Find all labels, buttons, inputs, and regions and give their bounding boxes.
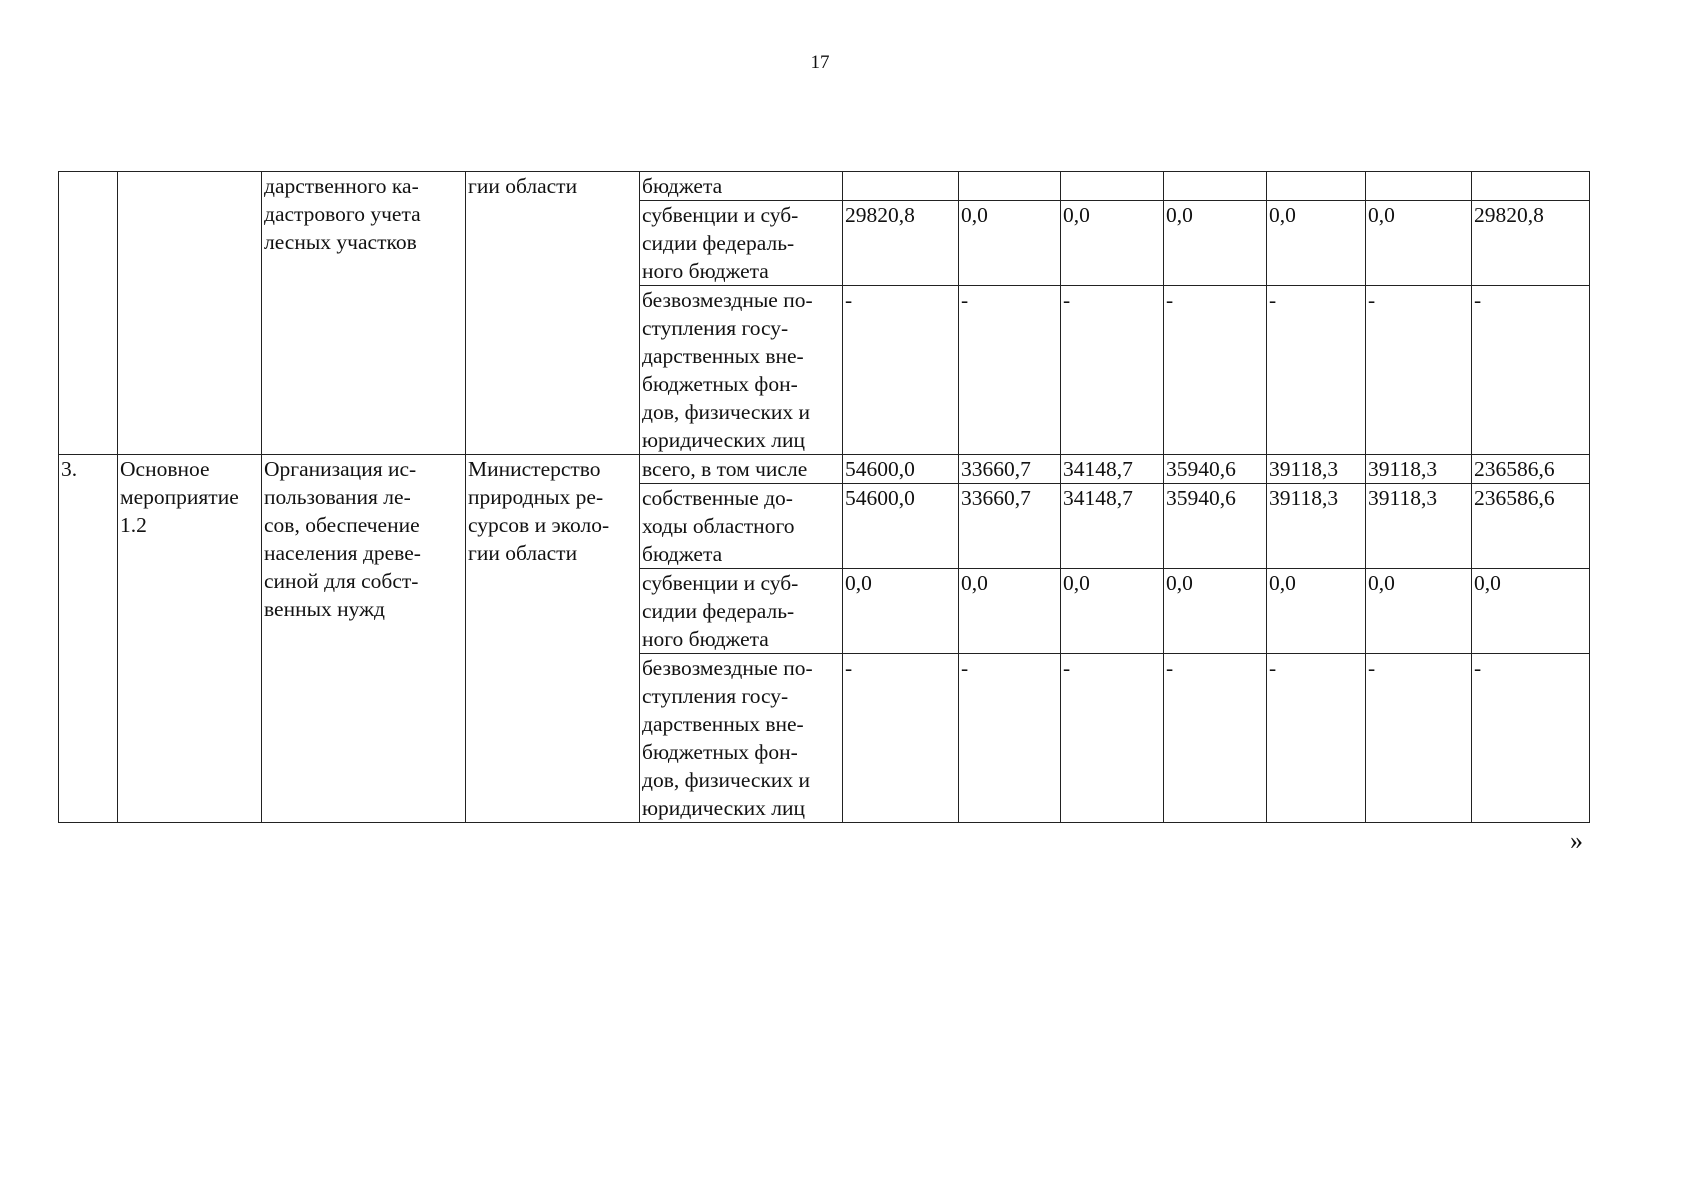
value-cell: - [959,654,1061,823]
event-type-cell-line: 1.2 [120,513,147,537]
funding-source-cell-line: субвенции и суб- [642,203,799,227]
event-name-cell [262,455,466,823]
value-cell: 34148,7 [1061,484,1164,569]
event-name-cell-line: сов, обеспечение [264,513,420,537]
funding-source-cell-line: ного бюджета [642,627,769,651]
value-cell: 0,0 [1267,201,1366,286]
executor-cell-line: природных ре- [468,485,604,509]
event-type-cell-line: мероприятие [120,485,239,509]
value-cell: 0,0 [1366,569,1472,654]
funding-source-cell-line: ходы областного [642,514,795,538]
value-cell: 39118,3 [1366,455,1472,484]
executor-cell [466,172,640,455]
value-cell: 39118,3 [1366,484,1472,569]
value-cell: - [843,654,959,823]
funding-source-cell-line: юридических лиц [642,796,806,820]
value-cell: - [1267,654,1366,823]
value-cell: - [1164,654,1267,823]
value-cell: 0,0 [959,201,1061,286]
funding-source-cell-line: дов, физических и [642,400,811,424]
value-cell: 0,0 [1164,201,1267,286]
page-number: 17 [810,52,830,73]
value-cell [1472,172,1590,201]
executor-cell-line: Министерство [468,457,601,481]
event-name-cell [262,172,466,455]
value-cell: 0,0 [1061,569,1164,654]
budget-table [58,171,1590,823]
value-cell: 236586,6 [1472,455,1590,484]
funding-source-cell-line: безвозмездные по- [642,288,813,312]
value-cell: 0,0 [1164,569,1267,654]
event-type-cell-line: Основное [120,457,210,481]
funding-source-cell [640,286,843,455]
value-cell: 29820,8 [843,201,959,286]
table-row [59,455,1590,484]
event-name-cell-line: дастрового учета [264,202,421,226]
funding-source-cell [640,484,843,569]
funding-source-cell [640,654,843,823]
value-cell: 0,0 [1267,569,1366,654]
table-row [59,172,1590,201]
funding-source-cell-line: субвенции и суб- [642,571,799,595]
funding-source-cell-line: дарственных вне- [642,344,804,368]
value-cell: - [959,286,1061,455]
event-name-cell-line: пользования ле- [264,485,411,509]
value-cell: 0,0 [1061,201,1164,286]
funding-source-cell-line: безвозмездные по- [642,656,813,680]
funding-source-cell-line: ступления госу- [642,316,789,340]
value-cell: - [843,286,959,455]
value-cell: 54600,0 [843,455,959,484]
row-number-cell [59,172,118,455]
value-cell: 29820,8 [1472,201,1590,286]
closing-quote: » [1570,826,1583,855]
funding-source-cell-line: дарственных вне- [642,712,804,736]
value-cell: 35940,6 [1164,455,1267,484]
funding-source-cell-line: сидии федераль- [642,231,795,255]
executor-cell-line: сурсов и эколо- [468,513,610,537]
value-cell: 33660,7 [959,484,1061,569]
funding-source-cell-line: ного бюджета [642,259,769,283]
event-type-cell [118,455,262,823]
funding-source-cell [640,569,843,654]
event-name-cell-line: лесных участков [264,230,417,254]
funding-source-cell-line: сидии федераль- [642,599,795,623]
value-cell: 35940,6 [1164,484,1267,569]
row-number-cell: 3. [59,455,118,823]
event-type-cell [118,172,262,455]
value-cell: - [1267,286,1366,455]
funding-source-cell-line: бюджета [642,542,723,566]
funding-source-cell-line: бюджетных фон- [642,372,798,396]
funding-source-cell-line: всего, в том числе [642,457,808,481]
value-cell: 39118,3 [1267,484,1366,569]
event-name-cell-line: населения древе- [264,541,421,565]
value-cell: 54600,0 [843,484,959,569]
value-cell: - [1061,286,1164,455]
value-cell [1267,172,1366,201]
event-name-cell-line: венных нужд [264,597,385,621]
value-cell: 34148,7 [1061,455,1164,484]
funding-source-cell-line: бюджета [642,174,723,198]
value-cell [959,172,1061,201]
executor-cell-line: гии области [468,541,578,565]
value-cell: 33660,7 [959,455,1061,484]
funding-source-cell-line: дов, физических и [642,768,811,792]
funding-source-cell [640,201,843,286]
funding-source-cell-line: собственные до- [642,486,793,510]
event-name-cell-line: дарственного ка- [264,174,419,198]
value-cell: - [1164,286,1267,455]
event-name-cell-line: синой для собст- [264,569,419,593]
funding-source-cell [640,455,843,484]
value-cell: - [1472,654,1590,823]
value-cell: 39118,3 [1267,455,1366,484]
value-cell: 0,0 [1472,569,1590,654]
executor-cell [466,455,640,823]
executor-cell-line: гии области [468,174,578,198]
event-name-cell-line: Организация ис- [264,457,417,481]
value-cell [1366,172,1472,201]
funding-source-cell [640,172,843,201]
value-cell [1164,172,1267,201]
value-cell: 0,0 [959,569,1061,654]
value-cell [843,172,959,201]
funding-source-cell-line: бюджетных фон- [642,740,798,764]
funding-source-cell-line: ступления госу- [642,684,789,708]
value-cell: 236586,6 [1472,484,1590,569]
value-cell: - [1061,654,1164,823]
funding-source-cell-line: юридических лиц [642,428,806,452]
value-cell: - [1366,286,1472,455]
value-cell [1061,172,1164,201]
value-cell: 0,0 [1366,201,1472,286]
value-cell: 0,0 [843,569,959,654]
value-cell: - [1366,654,1472,823]
value-cell: - [1472,286,1590,455]
